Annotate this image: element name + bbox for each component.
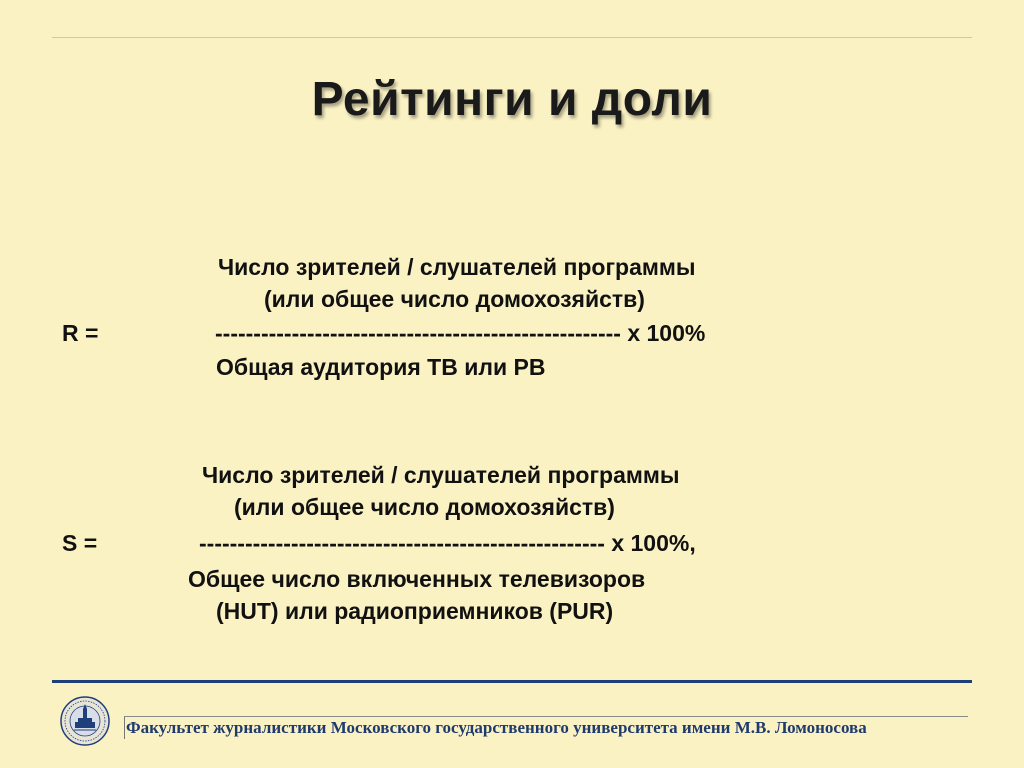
share-numerator-line1: Число зрителей / слушателей программы — [202, 462, 680, 488]
footer-underline — [124, 716, 968, 717]
msu-emblem-icon — [60, 696, 110, 746]
share-fraction-line: ----------------------------------------------------- х 100%, — [199, 530, 696, 556]
top-divider — [52, 37, 972, 38]
rating-numerator-line1: Число зрителей / слушателей программы — [218, 254, 696, 280]
rating-denominator-line1: Общая аудитория ТВ или РВ — [216, 354, 546, 380]
share-label: S = — [62, 530, 98, 556]
rating-label: R = — [62, 320, 99, 346]
rating-fraction-line: ----------------------------------------------------- х 100% — [215, 320, 706, 346]
footer-divider — [52, 680, 972, 683]
share-denominator-line2: (HUT) или радиоприемников (PUR) — [216, 598, 614, 624]
slide-title: Рейтинги и доли — [311, 73, 713, 126]
share-denominator-line1: Общее число включенных телевизоров — [188, 566, 646, 592]
rating-numerator-line2: (или общее число домохозяйств) — [264, 286, 645, 312]
footer-separator — [124, 717, 125, 739]
footer-university-name: Факультет журналистики Московского государственного университета имени М.В. Ломоносова — [126, 718, 867, 737]
share-numerator-line2: (или общее число домохозяйств) — [234, 494, 615, 520]
